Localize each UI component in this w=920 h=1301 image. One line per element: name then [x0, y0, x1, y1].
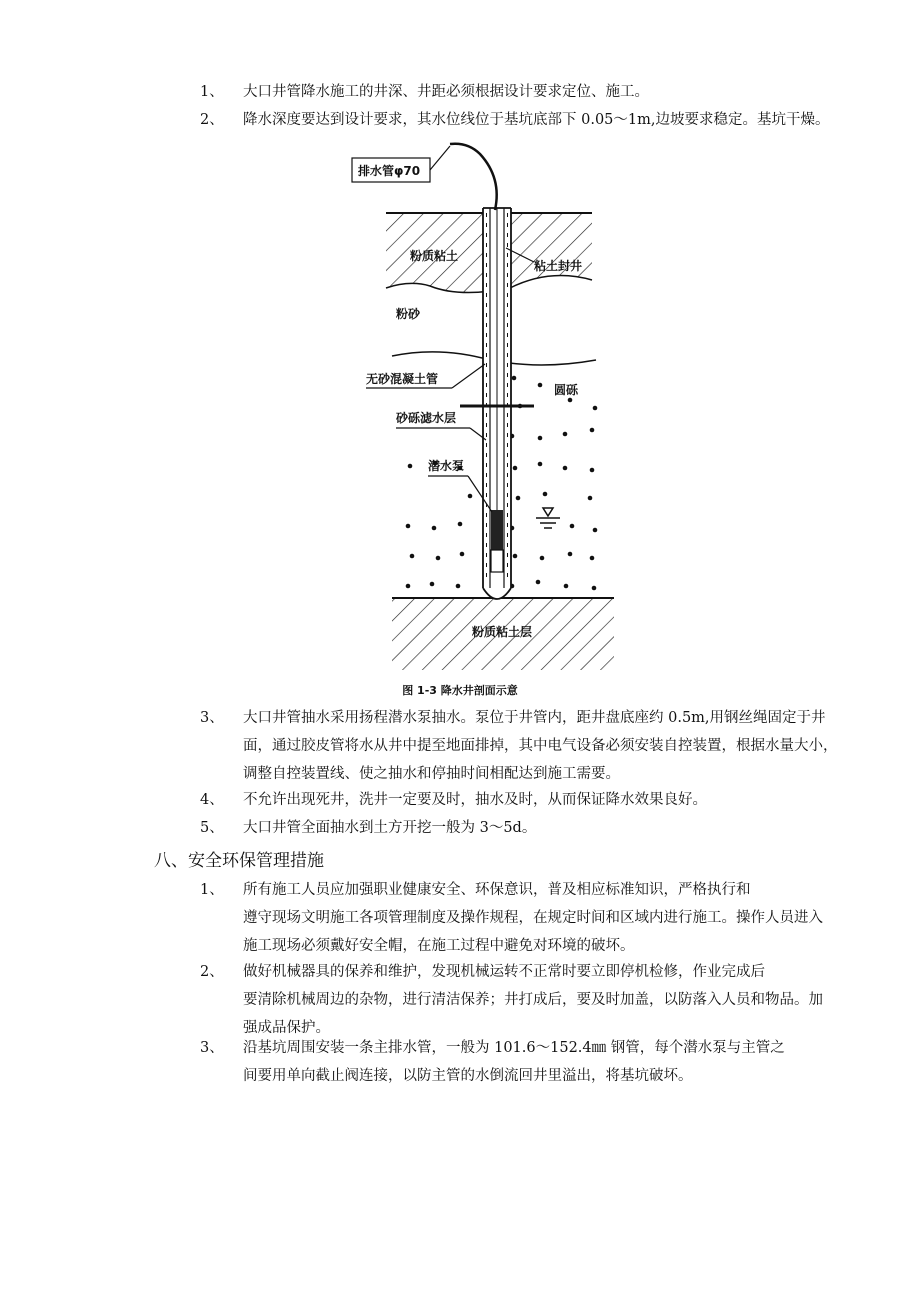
item-number: 5、 [200, 820, 224, 836]
clay-seal-label: 粘土封井 [534, 259, 583, 273]
item-number: 2、 [200, 112, 224, 128]
item-text: 大口井管全面抽水到土方开挖一般为 3～5d。 [243, 820, 537, 836]
item-text: 调整自控装置线、使之抽水和停抽时间相配达到施工需要。 [243, 766, 620, 782]
well-section-diagram [340, 138, 620, 674]
item-text: 大口井管抽水采用扬程潜水泵抽水。泵位于井管内，距井盘底座约 0.5m,用钢丝绳固定于井 [243, 710, 826, 726]
gravel-label: 圆砾 [554, 383, 579, 397]
item-number: 1、 [200, 84, 224, 100]
figure-caption: 图 1-3 降水井剖面示意 [402, 684, 518, 697]
section-title: 八、安全环保管理措施 [154, 851, 324, 871]
item-text: 沿基坑周围安装一条主排水管，一般为 101.6～152.4㎜ 钢管，每个潜水泵与主管之 [243, 1040, 785, 1056]
item-text: 大口井管降水施工的井深、井距必须根据设计要求定位、施工。 [243, 84, 649, 100]
item-text: 降水深度要达到设计要求，其水位线位于基坑底部下 0.05～1m,边坡要求稳定。基坑干燥。 [243, 112, 830, 128]
no-sand-pipe-label: 无砂混凝土管 [366, 372, 439, 386]
filter-layer-label: 砂砾滤水层 [396, 411, 457, 425]
item-number: 4、 [200, 792, 224, 808]
item-number: 3、 [200, 1040, 224, 1056]
water-level-icon [536, 508, 560, 528]
silty-clay-top-label: 粉质粘土 [410, 249, 459, 263]
item-text: 面，通过胶皮管将水从井中提至地面排掉，其中电气设备必须安装自控装置，根据水量大小， [243, 738, 838, 754]
silty-sand-label: 粉砂 [396, 307, 421, 321]
item-number: 2、 [200, 964, 224, 980]
item-number: 3、 [200, 710, 224, 726]
pump-label: 潜水泵 [428, 459, 465, 473]
drain-pipe-label: 排水管φ70 [358, 164, 421, 178]
item-text: 所有施工人员应加强职业健康安全、环保意识，普及相应标准知识，严格执行和 [243, 882, 751, 898]
item-text: 强成品保护。 [243, 1020, 330, 1036]
drain-pipe [450, 144, 497, 210]
silty-clay-bottom-label: 粉质粘土层 [472, 625, 533, 639]
dewatering-well-figure [340, 138, 620, 674]
item-number: 1、 [200, 882, 224, 898]
item-text: 要清除机械周边的杂物，进行清洁保养；井打成后，要及时加盖，以防落入人员和物品。加 [243, 992, 823, 1008]
item-text: 不允许出现死井，洗井一定要及时，抽水及时，从而保证降水效果良好。 [243, 792, 707, 808]
item-text: 遵守现场文明施工各项管理制度及操作规程，在规定时间和区域内进行施工。操作人员进入 [243, 910, 823, 926]
item-text: 施工现场必须戴好安全帽，在施工过程中避免对环境的破坏。 [243, 938, 635, 954]
item-text: 做好机械器具的保养和维护，发现机械运转不正常时要立即停机检修，作业完成后 [243, 964, 765, 980]
item-text: 间要用单向截止阀连接，以防主管的水倒流回井里溢出，将基坑破坏。 [243, 1068, 693, 1084]
